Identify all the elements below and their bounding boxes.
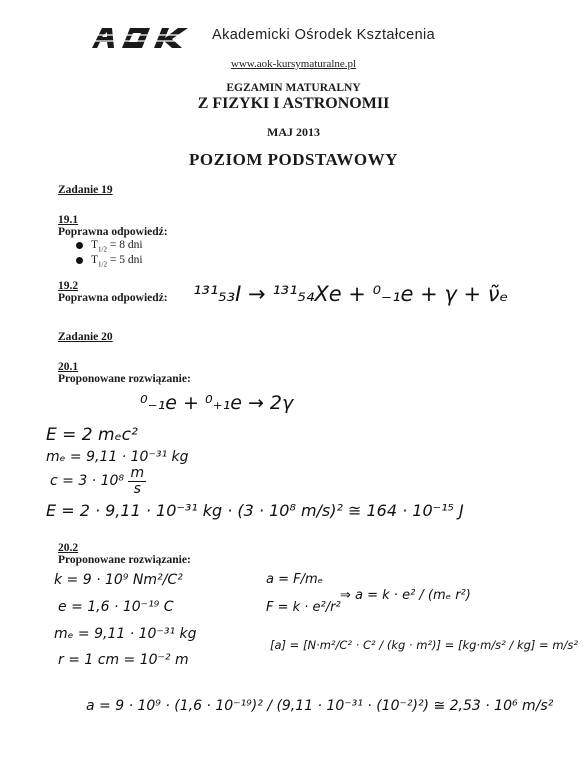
electron-mass-2: mₑ = 9,11 · 10⁻³¹ kg <box>54 626 197 642</box>
task-19-1-answer-label: Poprawna odpowiedź: <box>58 226 168 238</box>
task-19-heading: Zadanie 19 <box>58 184 113 196</box>
task-19-2-answer-label: Poprawna odpowiedź: <box>58 292 168 304</box>
task-20-1-solution-label: Proponowane rozwiązanie: <box>58 373 191 385</box>
answer-bullet: $T_{1/2} = 8$ dni <box>76 239 143 253</box>
exam-title: EGZAMIN MATURALNY <box>226 82 361 94</box>
elementary-charge: e = 1,6 · 10⁻¹⁹ C <box>58 599 174 615</box>
aok-logo <box>88 22 206 52</box>
energy-formula: E = 2 mₑc² <box>46 425 138 445</box>
acceleration-result: a = 9 · 10⁹ · (1,6 · 10⁻¹⁹)² / (9,11 · 10⁻³¹ · (10⁻²)²) ≅ 2,53 · 10⁶ m/s² <box>86 698 554 714</box>
unit-check: [a] = [N·m²/C² · C² / (kg · m²)] = [kg·m/s² / kg] = m/s² <box>270 638 579 652</box>
bullet-icon <box>76 257 83 264</box>
task-19-2-heading: 19.2 <box>58 280 79 292</box>
annihilation-equation: ⁰₋₁e + ⁰₊₁e → 2γ <box>140 392 294 414</box>
distance: r = 1 cm = 10⁻² m <box>58 652 189 668</box>
answer-bullet: $T_{1/2} = 5$ dni <box>76 254 143 268</box>
task-20-2-heading: 20.2 <box>58 542 79 554</box>
acceleration-formula: a = F/mₑ <box>266 572 324 587</box>
unit-fraction: $\frac{m}{s}$ <box>130 465 145 497</box>
subject-title: Z FIZYKI I ASTRONOMII <box>197 95 390 112</box>
coulomb-force: F = k · e²/r² <box>266 600 341 615</box>
bullet-icon <box>76 242 83 249</box>
coulomb-constant: k = 9 · 10⁹ Nm²/C² <box>54 572 183 588</box>
task-20-heading: Zadanie 20 <box>58 331 113 343</box>
website-link[interactable]: www.aok-kursymaturalne.pl <box>230 58 357 70</box>
task-19-1-heading: 19.1 <box>58 214 79 226</box>
task-20-2-solution-label: Proponowane rozwiązanie: <box>58 554 191 566</box>
beta-decay-equation: ¹³¹₅₃I → ¹³¹₅₄Xe + ⁰₋₁e + γ + ν̃ₑ <box>193 282 509 306</box>
org-name: Akademicki Ośrodek Kształcenia <box>212 27 436 43</box>
task-20-1-heading: 20.1 <box>58 361 79 373</box>
energy-result: E = 2 · 9,11 · 10⁻³¹ kg · (3 · 10⁸ m/s)² ≅ 164 · 10⁻¹⁵ J <box>46 501 464 520</box>
electron-mass: mₑ = 9,11 · 10⁻³¹ kg <box>46 449 189 465</box>
speed-of-light: c = 3 · 10⁸ $\frac{m}{s}$ <box>50 465 145 497</box>
exam-level: POZIOM PODSTAWOWY <box>189 150 398 169</box>
exam-date: MAJ 2013 <box>267 125 320 139</box>
acceleration-derived: ⇒ a = k · e² / (mₑ r²) <box>340 588 471 603</box>
